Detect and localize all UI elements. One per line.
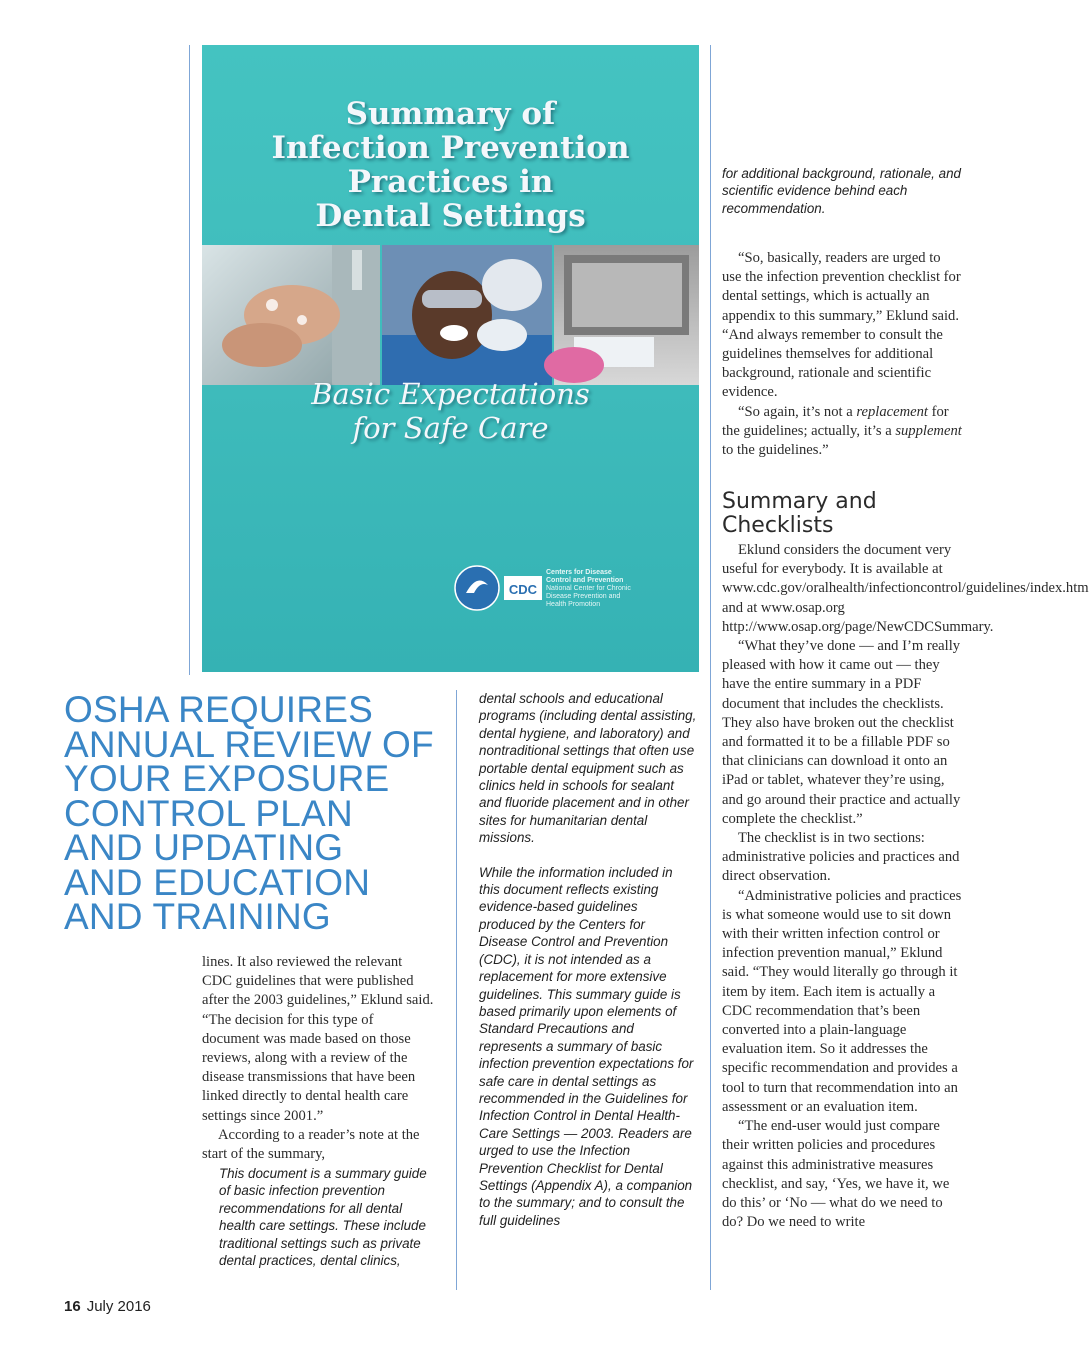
column-rule-mid xyxy=(456,690,457,1290)
page-number: 16 xyxy=(64,1298,81,1315)
replacement-paragraph: “So again, it’s not a replacement for the guidelines; actually, it’s a supplement to the guidelines.” xyxy=(722,403,962,459)
cover-photo-strip xyxy=(202,245,699,385)
column-rule-right xyxy=(710,45,711,1290)
issue-date: July 2016 xyxy=(86,1298,151,1315)
cdc-agency-name: Centers for Disease Control and Prevention National Center for Chronic Disease Prevention and Health Promotion xyxy=(546,569,631,608)
column-3-text-bottom: Eklund considers the document very useful for everybody. It is available at www.cdc.gov/oralhealth/infectioncontrol/guidelines/index.htm and at www.osap.org http://www.osap.org/page/NewCDCSummary. “What they’ve done — and I’m really pleased with how it came out — they have the entire summary in a PDF document that includes the checklists. They also have broken out the checklist and formatted it to be a fillable PDF so that clinicians can download it onto an iPad or tablet, whatever they’re using, and go around their practice and actually complete the checklist.” The checklist is in two sections: administrative policies and practices and direct observation. “Administrative policies and practices is what someone would use to sit down with their written infection control or infection prevention manual,” Eklund said. “They would literally go through it item by item. Each item is actually a CDC recommendation that’s been converted into a plain-language evaluation item. So it addresses the specific recommendation and provides a tool to turn that recommendation into an assessment or an evaluation item. “The end-user would just compare their written policies and procedures against this administrative measures checklist, and say, ‘Yes, we have it, we do this’ or ‘No — what do we need to do? Do we need to write xyxy=(722,542,1089,1231)
page-footer xyxy=(64,1298,151,1315)
column-1-text: lines. It also reviewed the relevant CDC guidelines that were published after the 2003 guidelines,” Eklund said. “The decision for this type of document was made based on those reviews, along with a review of the disease transmissions that have been linked directly to dental health care settings since 2001.” According to a reader’s note at the start of the summary, xyxy=(202,954,434,1163)
column-2-quote: dental schools and educational programs (including dental assisting, dental hygiene, and laboratory) and nontraditional settings that often use portable dental equipment such as clinics held in schools for sealant and fluoride placement and in other sites for humanitarian dental missions. While the information included in this document reflects existing evidence-based guidelines produced by the Centers for Disease Control and Prevention (CDC), it is not intended as a replacement for more extensive guidelines. This summary guide is based primarily upon elements of Standard Precautions and represents a summary of basic infection prevention expectations for safe care in dental settings as recommended in the Guidelines for Infection Control in Dental Health-Care Settings — 2003. Readers are urged to use the Infection Prevention Checklist for Dental Settings (Appendix A), a companion to the summary; and to consult the full guidelines xyxy=(479,691,697,1228)
column-rule-left xyxy=(189,45,190,675)
column-3-quote-end: for additional background, rationale, and scientific evidence behind each recommendation. xyxy=(722,166,961,216)
pull-quote-headline: OSHA REQUIRES ANNUAL REVIEW OF YOUR EXPOSURE CONTROL PLAN AND UPDATING AND EDUCATION AND TRAINING xyxy=(64,689,434,937)
cover-subtitle: Basic Expectations for Safe Care xyxy=(311,377,590,445)
sterilizer-photo xyxy=(554,245,699,385)
section-subhead: Summary and Checklists xyxy=(722,489,877,538)
handwashing-photo xyxy=(202,245,380,385)
dental-patient-photo xyxy=(382,245,552,385)
cover-title: Summary of Infection Prevention Practices in Dental Settings xyxy=(271,96,630,234)
svg-text:CDC: CDC xyxy=(508,582,538,597)
column-3-text-top: “So, basically, readers are urged to use the infection prevention checklist for dental settings, which is actually an appendix to this summary,” Eklund said. “And always remember to consult the guidelines themselves for additional background, rationale and scientific evidence. “So again, it’s not a replacement for the guidelines; actually, it’s a supplement to the guidelines.” xyxy=(722,249,962,460)
column-1-quote: This document is a summary guide of basic infection prevention recommendations for all dental health care settings. These include traditional settings such as private dental practices, dental clinics, xyxy=(219,1166,427,1269)
cover-image xyxy=(202,45,699,672)
